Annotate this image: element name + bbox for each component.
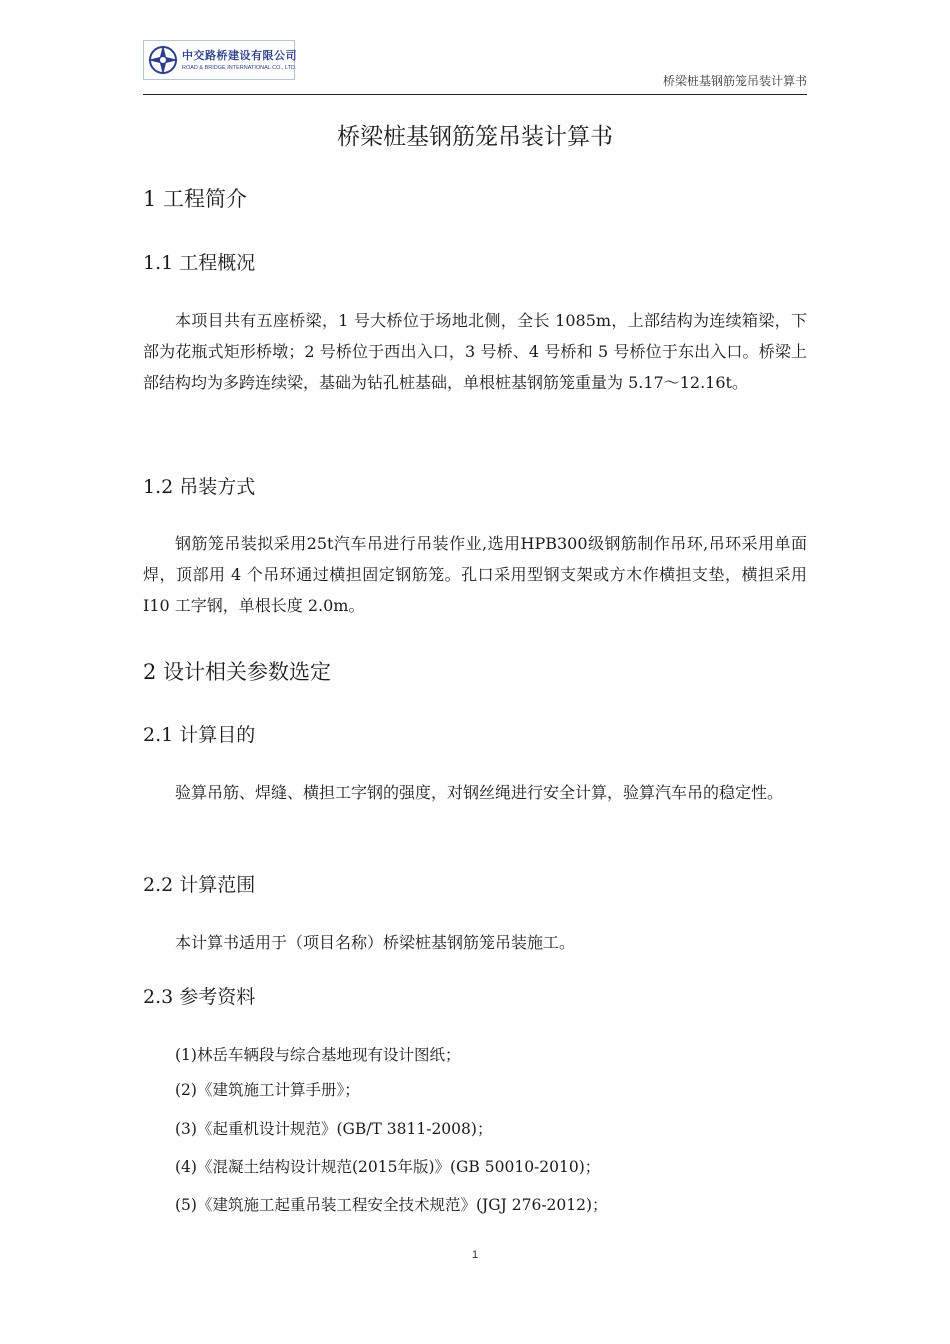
- section-2-1-paragraph: 验算吊筋、焊缝、横担工字钢的强度，对钢丝绳进行安全计算，验算汽车吊的稳定性。: [175, 783, 784, 802]
- reference-item: (1)林岳车辆段与综合基地现有设计图纸；: [175, 1046, 461, 1064]
- document-title: 桥梁桩基钢筋笼吊装计算书: [337, 124, 613, 150]
- page-number: 1: [471, 1249, 479, 1261]
- section-1-1-heading: 1.1 工程概况: [143, 252, 256, 274]
- section-2-2-heading: 2.2 计算范围: [143, 874, 256, 896]
- section-1-heading: 1 工程简介: [143, 187, 248, 211]
- section-1-2-heading: 1.2 吊装方式: [143, 476, 256, 498]
- header-divider: [143, 94, 807, 95]
- section-2-3-heading: 2.3 参考资料: [143, 986, 256, 1008]
- section-2-heading: 2 设计相关参数选定: [143, 660, 332, 684]
- reference-item: (2)《建筑施工计算手册》；: [175, 1081, 360, 1099]
- section-2-2-paragraph: 本计算书适用于（项目名称）桥梁桩基钢筋笼吊装施工。: [175, 933, 576, 952]
- company-emblem-icon: [146, 43, 180, 77]
- section-2-1-heading: 2.1 计算目的: [143, 724, 256, 746]
- logo-company-name-cn: 中交路桥建设有限公司: [182, 49, 297, 62]
- reference-item: (5)《建筑施工起重吊装工程安全技术规范》(JGJ 276-2012)；: [175, 1196, 608, 1214]
- logo-company-name-en: ROAD & BRIDGE INTERNATIONAL CO., LTD.: [182, 65, 297, 71]
- running-header-title: 桥梁桩基钢筋笼吊装计算书: [662, 74, 807, 88]
- company-logo: [143, 40, 295, 80]
- reference-item: (4)《混凝土结构设计规范(2015年版)》(GB 50010-2010)；: [175, 1158, 601, 1176]
- section-1-2-paragraph: 钢筋笼吊装拟采用25t汽车吊进行吊装作业,选用HPB300级钢筋制作吊环,吊环采用单面焊，顶部用 4 个吊环通过横担固定钢筋笼。孔口采用型钢支架或方木作横担支垫，横担采用 I10 工字钢，单根长度 2.0m。: [143, 534, 807, 615]
- section-1-1-paragraph: 本项目共有五座桥梁，1 号大桥位于场地北侧，全长 1085m，上部结构为连续箱梁，下部为花瓶式矩形桥墩；2 号桥位于西出入口，3 号桥、4 号桥和 5 号桥位于东出入口。桥梁上部结构均为多跨连续梁，基础为钻孔桩基础，单根桩基钢筋笼重量为 5.17～12.16t。: [143, 311, 807, 392]
- reference-item: (3)《起重机设计规范》(GB/T 3811-2008)；: [175, 1120, 493, 1138]
